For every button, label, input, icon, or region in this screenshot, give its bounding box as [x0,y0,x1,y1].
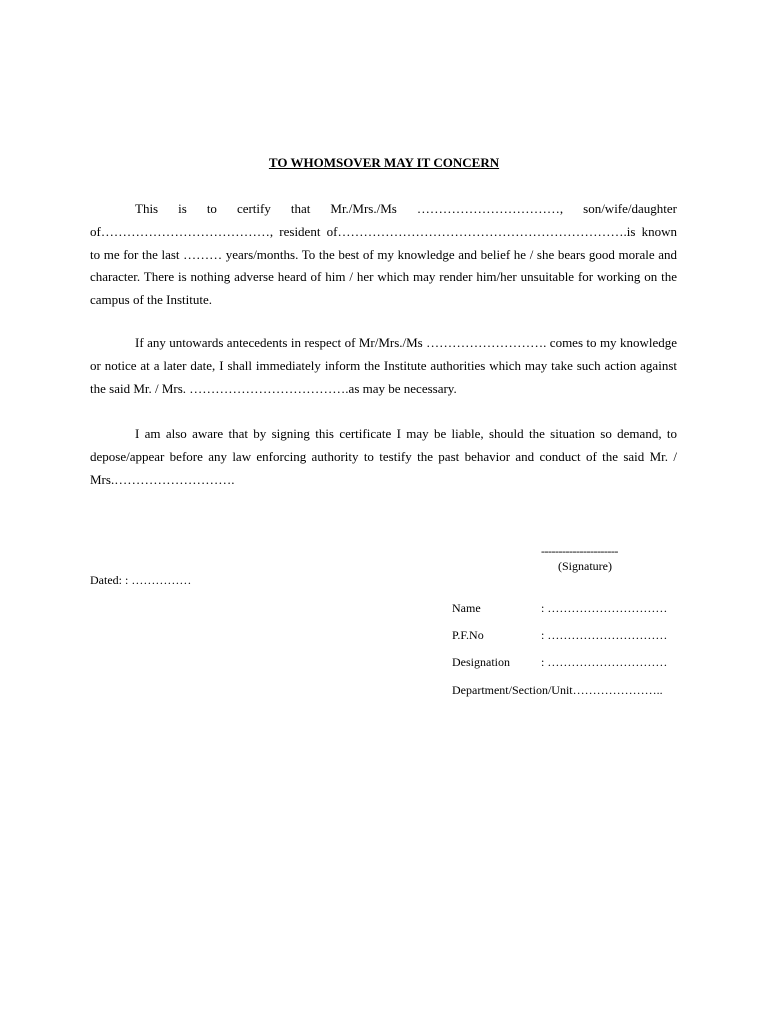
document-title: TO WHOMSOVER MAY IT CONCERN [268,155,500,170]
dated-field: Dated: : …………… [90,573,192,587]
designation-label: Designation [452,655,510,669]
antecedents-paragraph: If any untowards antecedents in respect of Mr/Mrs./Ms ………………………. comes to my knowledge or notice at a later date, I shall immediately inform the Institute authorities which may take such action against the said Mr. / Mrs. ……………………………….as may be necessary. [90,335,677,396]
name-label: Name [452,601,481,615]
pf-no-value: : ………………………… [541,628,668,642]
pf-no-label: P.F.No [452,628,484,642]
liability-paragraph: I am also aware that by signing this certificate I may be liable, should the situation so demand, to depose/appear before any law enforcing authority to testify the past behavior and conduct of the said Mr. / Mrs.………………………. [90,426,677,487]
signature-line: ---------------------- [541,544,618,558]
name-value: : ………………………… [541,601,668,615]
designation-value: : ………………………… [541,655,668,669]
department-label: Department/Section/Unit………………….. [452,683,663,697]
certification-paragraph: This is to certify that Mr./Mrs./Ms ……………………………, son/wife/daughter of…………………………………, resident of………………………………………………………….is known to me for the last ……… years/months. To the best of my knowledge and belief he / she bears good morale and character. There is nothing adverse heard of him / her which may render him/her unsuitable for working on the campus of the Institute. [90,201,677,308]
signature-label: (Signature) [558,559,612,573]
